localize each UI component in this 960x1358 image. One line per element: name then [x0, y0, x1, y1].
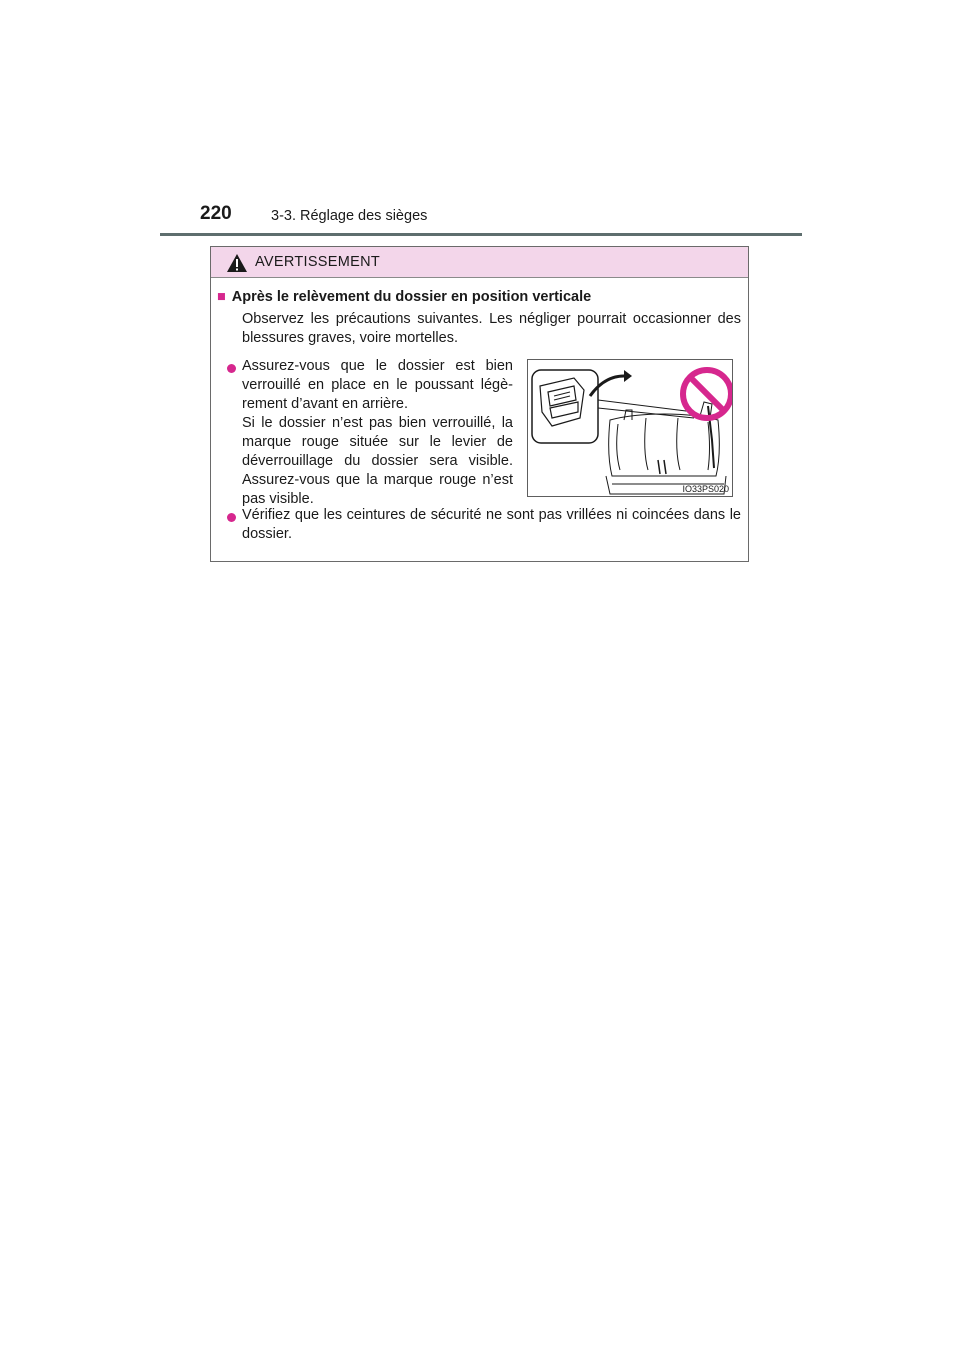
bullet-line: Si le dossier n’est pas bien verrouillé, la marque rouge située sur le levier de déverrouillage du dossier sera visible. Assurez-vous que la marque rouge n’est pas visible.	[242, 415, 513, 507]
bullet-item	[242, 357, 513, 509]
warning-title: AVERTISSEMENT	[255, 254, 381, 270]
warning-triangle-icon	[226, 253, 248, 273]
warning-box	[210, 246, 749, 562]
square-bullet-icon: ■	[217, 289, 226, 305]
page-number: 220	[200, 203, 232, 224]
seat-drawing	[528, 360, 732, 496]
bullet-dot-icon	[227, 364, 236, 373]
warning-header	[211, 247, 748, 278]
seat-illustration	[527, 359, 733, 497]
lever-inset	[532, 370, 598, 443]
bullet-line: Vérifiez que les ceintures de sécurité ne sont pas vrillées ni coincées dans le dossier.	[242, 507, 741, 542]
prohibited-icon	[683, 370, 731, 418]
header-rule	[160, 233, 802, 236]
figure-code: IO33PS020	[682, 484, 729, 494]
bullet-dot-icon	[227, 513, 236, 522]
warning-heading-text: Après le relèvement du dossier en position verticale	[231, 289, 592, 305]
warning-intro: Observez les précautions suivantes. Les négliger pourrait occasionner des blessures graves, voire mortelles.	[242, 311, 741, 346]
bullet-item	[242, 506, 741, 544]
section-title: 3-3. Réglage des sièges	[271, 208, 428, 224]
bullet-line: Assurez-vous que le dossier est bien verrouillé en place en le poussant légè-rement d’avant en arrière.	[242, 358, 513, 412]
warning-heading	[217, 289, 591, 305]
